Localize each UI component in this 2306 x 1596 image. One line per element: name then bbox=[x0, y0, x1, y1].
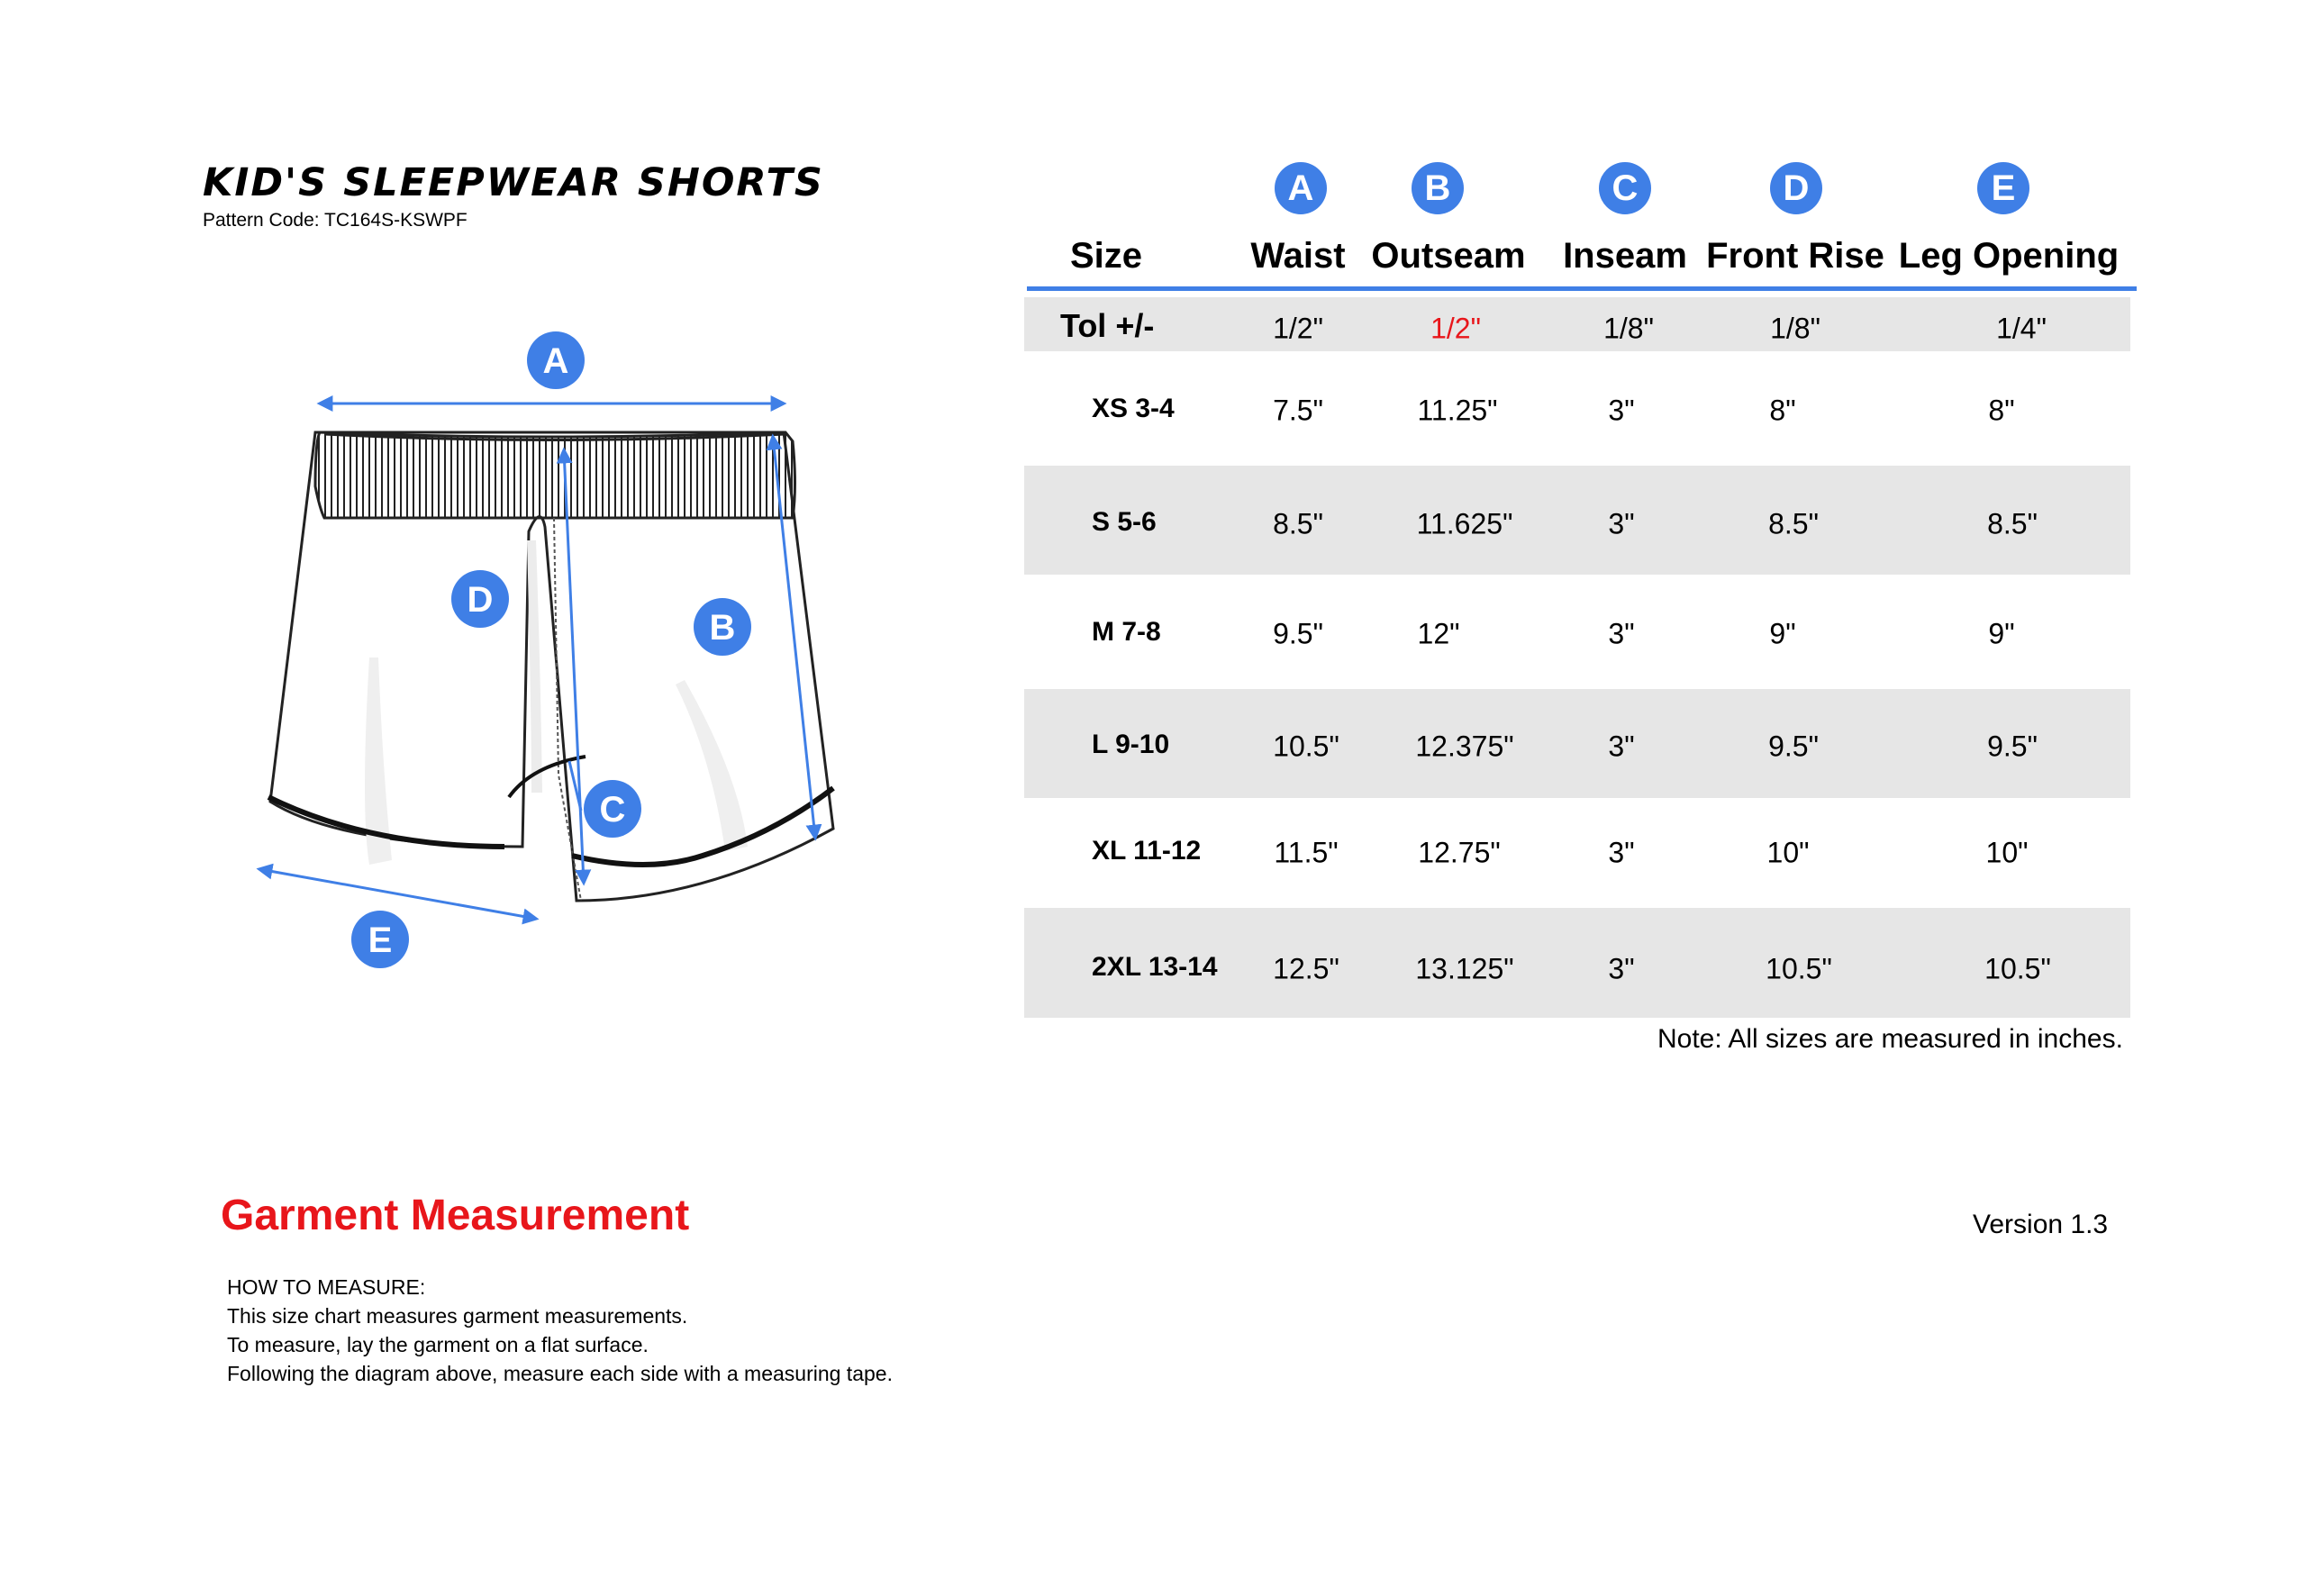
garment-measurement-heading: Garment Measurement bbox=[221, 1192, 690, 1239]
tolerance-inseam: 1/8" bbox=[1603, 312, 1654, 345]
inseam-value: 3" bbox=[1608, 952, 1635, 985]
size-label: XS 3-4 bbox=[1092, 394, 1175, 423]
badge-b bbox=[694, 598, 751, 656]
outseam-value: 12.375" bbox=[1415, 730, 1514, 763]
size-label: XL 11-12 bbox=[1092, 836, 1202, 866]
tolerance-outseam: 1/2" bbox=[1430, 312, 1481, 345]
leg-opening-value: 8.5" bbox=[1987, 507, 2038, 540]
inseam-value: 3" bbox=[1608, 836, 1635, 869]
front-rise-value: 10" bbox=[1766, 836, 1810, 869]
waistband bbox=[315, 432, 795, 518]
svg-text:C: C bbox=[599, 790, 626, 830]
header-front-rise: Front Rise bbox=[1706, 236, 1884, 276]
size-label: S 5-6 bbox=[1092, 507, 1157, 537]
badge-a bbox=[527, 331, 585, 389]
how-to-line: Following the diagram above, measure each side with a measuring tape. bbox=[227, 1362, 893, 1385]
size-label: L 9-10 bbox=[1092, 730, 1170, 759]
header-inseam: Inseam bbox=[1563, 236, 1687, 276]
header-leg-opening: Leg Opening bbox=[1898, 236, 2120, 276]
header-outseam: Outseam bbox=[1371, 236, 1526, 276]
leg-opening-value: 9.5" bbox=[1987, 730, 2038, 763]
pattern-code: Pattern Code: TC164S-KSWPF bbox=[203, 210, 468, 231]
column-e-badge: E bbox=[1977, 162, 2029, 214]
waist-value: 11.5" bbox=[1274, 836, 1339, 869]
column-c-badge: C bbox=[1599, 162, 1651, 214]
inseam-value: 3" bbox=[1608, 394, 1635, 427]
outseam-value: 12.75" bbox=[1418, 836, 1501, 869]
waist-value: 10.5" bbox=[1273, 730, 1339, 763]
header-waist: Waist bbox=[1250, 236, 1346, 276]
table-note: Note: All sizes are measured in inches. bbox=[1657, 1024, 2123, 1054]
tolerance-row-bg bbox=[1024, 297, 2130, 351]
outseam-value: 11.625" bbox=[1416, 507, 1513, 540]
how-to-measure bbox=[227, 1273, 893, 1388]
inseam-value: 3" bbox=[1608, 617, 1635, 650]
row-bg-l bbox=[1024, 689, 2130, 798]
waist-value: 12.5" bbox=[1273, 952, 1339, 985]
outseam-value: 13.125" bbox=[1415, 952, 1514, 985]
outseam-value: 11.25" bbox=[1417, 394, 1498, 427]
front-rise-value: 10.5" bbox=[1766, 952, 1832, 985]
how-to-line: To measure, lay the garment on a flat surface. bbox=[227, 1333, 649, 1356]
front-rise-value: 9.5" bbox=[1768, 730, 1819, 763]
how-to-heading: HOW TO MEASURE: bbox=[227, 1275, 426, 1299]
header-divider bbox=[1027, 286, 2137, 291]
badge-c bbox=[584, 780, 641, 838]
leg-opening-value: 10.5" bbox=[1984, 952, 2051, 985]
waist-value: 8.5" bbox=[1273, 507, 1323, 540]
column-a-badge: A bbox=[1275, 162, 1327, 214]
tolerance-label: Tol +/- bbox=[1060, 307, 1155, 344]
leg-opening-value: 10" bbox=[1985, 836, 2029, 869]
front-rise-value: 8.5" bbox=[1768, 507, 1819, 540]
badge-e bbox=[351, 911, 409, 968]
row-bg-s bbox=[1024, 466, 2130, 575]
leg-opening-value: 9" bbox=[1988, 617, 2015, 650]
tolerance-leg-opening: 1/4" bbox=[1996, 312, 2047, 345]
header-size: Size bbox=[1069, 236, 1143, 276]
svg-text:B: B bbox=[709, 608, 736, 648]
badge-d bbox=[451, 570, 509, 628]
size-label: M 7-8 bbox=[1092, 617, 1161, 647]
page-title: KID'S SLEEPWEAR SHORTS bbox=[203, 160, 824, 205]
waist-value: 9.5" bbox=[1273, 617, 1323, 650]
inseam-value: 3" bbox=[1608, 730, 1635, 763]
svg-text:D: D bbox=[467, 580, 494, 620]
column-d-badge: D bbox=[1770, 162, 1822, 214]
version-label: Version 1.3 bbox=[1973, 1210, 2109, 1239]
size-label: 2XL 13-14 bbox=[1092, 952, 1218, 982]
leg-opening-value: 8" bbox=[1988, 394, 2015, 427]
how-to-line: This size chart measures garment measurements. bbox=[227, 1304, 688, 1328]
tolerance-waist: 1/2" bbox=[1273, 312, 1323, 345]
svg-text:A: A bbox=[542, 341, 569, 381]
front-rise-value: 8" bbox=[1769, 394, 1796, 427]
svg-text:E: E bbox=[368, 920, 393, 960]
shorts-diagram bbox=[234, 306, 883, 1009]
outseam-value: 12" bbox=[1417, 617, 1460, 650]
front-rise-value: 9" bbox=[1769, 617, 1796, 650]
tolerance-front-rise: 1/8" bbox=[1770, 312, 1820, 345]
column-b-badge: B bbox=[1412, 162, 1464, 214]
inseam-value: 3" bbox=[1608, 507, 1635, 540]
waist-value: 7.5" bbox=[1273, 394, 1323, 427]
